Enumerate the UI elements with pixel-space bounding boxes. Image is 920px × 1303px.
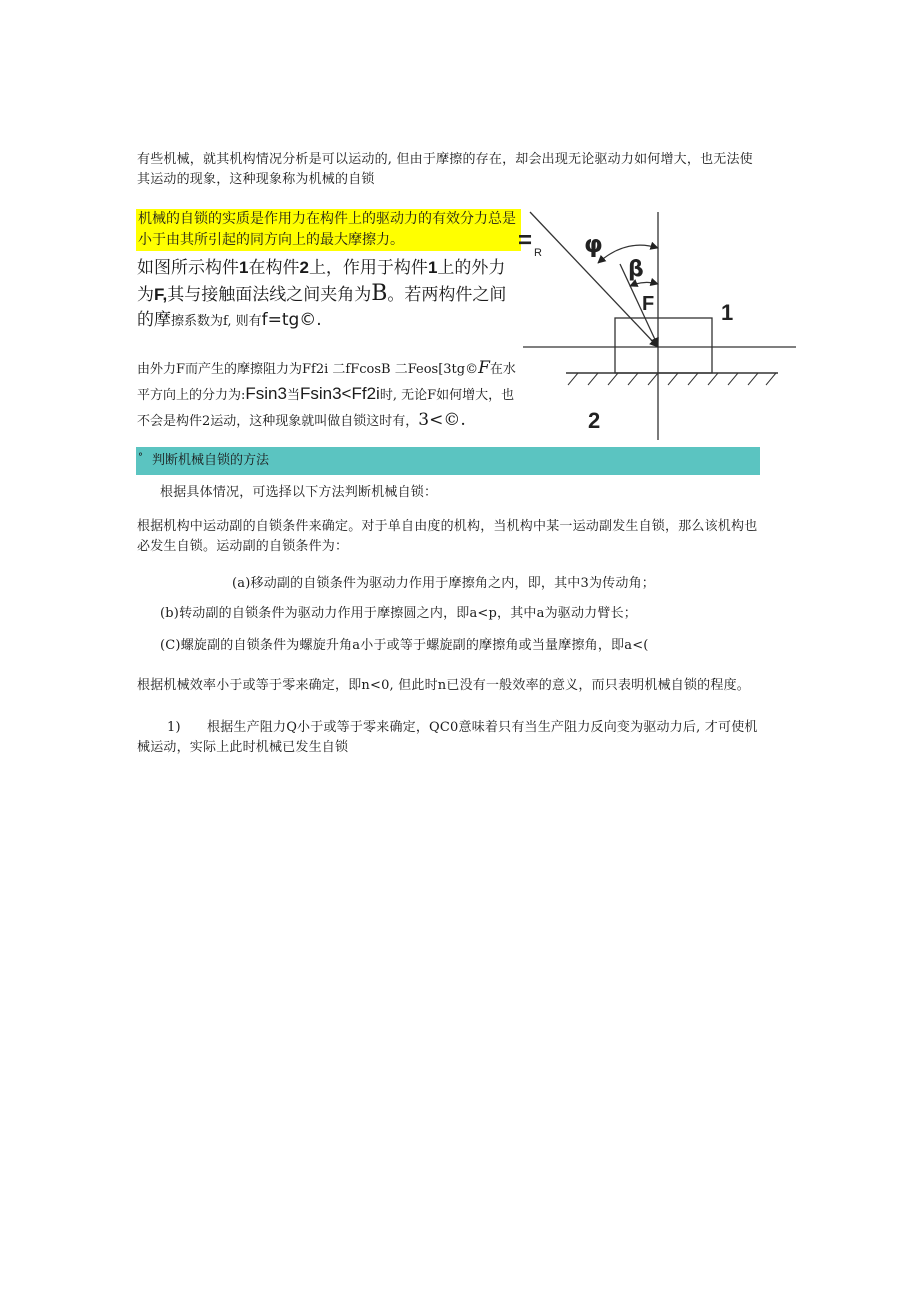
diagram-eq-mark: = xyxy=(518,227,533,254)
diagram-label-beta: β xyxy=(628,257,644,282)
diagram-label-F: F xyxy=(642,293,655,315)
fig-beta: B xyxy=(371,281,388,306)
resist-text-3: 当 xyxy=(286,388,300,403)
friction-diagram xyxy=(518,210,798,445)
fig-num-3: 1 xyxy=(427,258,438,277)
fig-text-3: 上，作用于构件 xyxy=(308,258,428,278)
fig-num-1: 1 xyxy=(239,258,249,277)
diagram-label-R: R xyxy=(534,247,542,259)
fig-text-6: 。若两构件之间的摩 xyxy=(137,285,507,330)
fig-text-5: 其与接触面法线之间夹角为 xyxy=(167,285,372,305)
fig-num-2: 2 xyxy=(299,258,309,277)
section-heading-bar xyxy=(136,447,760,475)
item-text: 根据生产阻力Q小于或等于零来确定，QC0意味着只有当生产阻力反向变为驱动力后, 才可使机械运动，实际上此时机械已发生自锁 xyxy=(137,720,758,755)
diagram-ground-2 xyxy=(566,373,778,385)
diagram-block-1 xyxy=(615,318,712,373)
efficiency-paragraph: 根据机械效率小于或等于零来确定，即n<0, 但此时n已没有一般效率的意义，而只表明机械自锁的程度。 xyxy=(137,678,750,693)
diagram-label-2: 2 xyxy=(588,408,601,433)
diagram-beta-arc xyxy=(630,282,658,286)
production-resistance-paragraph xyxy=(137,718,762,758)
kinematic-pair-rule-paragraph: 根据机构中运动副的自锁条件来确定。对于单自由度的机构，当机构中某一运动副发生自锁，那么该机构也必发生自锁。运动副的自锁条件为： xyxy=(137,519,758,554)
intro-paragraph: 有些机械，就其机构情况分析是可以运动的, 但由于摩擦的存在，却会出现无论驱动力如何增大，也无法使其运动的现象，这种现象称为机械的自锁 xyxy=(137,152,753,187)
basis-paragraph: 根据具体情况，可选择以下方法判断机械自锁： xyxy=(160,485,438,500)
highlighted-definition: 机械的自锁的实质是作用力在构件上的驱动力的有效分力总是小于由其所引起的同方向上的最大摩擦力。 xyxy=(136,209,521,251)
condition-a: (a)移动副的自锁条件为驱动力作用于摩擦角之内，即，其中3为传动角； xyxy=(232,576,655,591)
fig-formula: f=tg©. xyxy=(261,310,322,330)
diagram-label-phi: φ xyxy=(584,230,603,258)
resist-final: 3<©. xyxy=(418,410,466,430)
resist-expr2: Fsin3<Ff2i xyxy=(299,384,380,403)
resist-expr: Fsin3 xyxy=(245,384,287,403)
resist-bigF: F xyxy=(478,358,490,378)
condition-c: (C)螺旋副的自锁条件为螺旋升角a小于或等于螺旋副的摩擦角或当量摩擦角，即a<( xyxy=(160,638,649,653)
figure-description-paragraph xyxy=(137,255,517,334)
diagram-label-1: 1 xyxy=(721,300,734,325)
fig-text-4: 上的外力为 xyxy=(137,258,506,305)
fig-text-small: 擦系数为f, 则有 xyxy=(171,314,262,329)
resist-text-2: 在水平方向上的分力为: xyxy=(137,362,516,403)
section-title: 判断机械自锁的方法 xyxy=(152,453,270,468)
resist-text-4: 时, 无论F如何增大，也不会是构件2运动，这种现象就叫做自锁这时有， xyxy=(137,388,515,429)
resistance-paragraph xyxy=(137,356,517,434)
condition-b: (b)转动副的自锁条件为驱动力作用于摩擦圆之内，即a<p，其中a为驱动力臂长； xyxy=(160,606,637,621)
resist-text-1: 由外力F而产生的摩擦阻力为Ff2i 二fFcosB 二Feos[3tg© xyxy=(137,362,479,377)
section-bullet: ° xyxy=(138,452,143,463)
fig-text-1: 如图所示构件 xyxy=(137,258,239,278)
fig-text-2: 在构件 xyxy=(248,258,300,278)
fig-force-F: F, xyxy=(154,285,168,304)
item-number: 1) xyxy=(167,720,181,735)
